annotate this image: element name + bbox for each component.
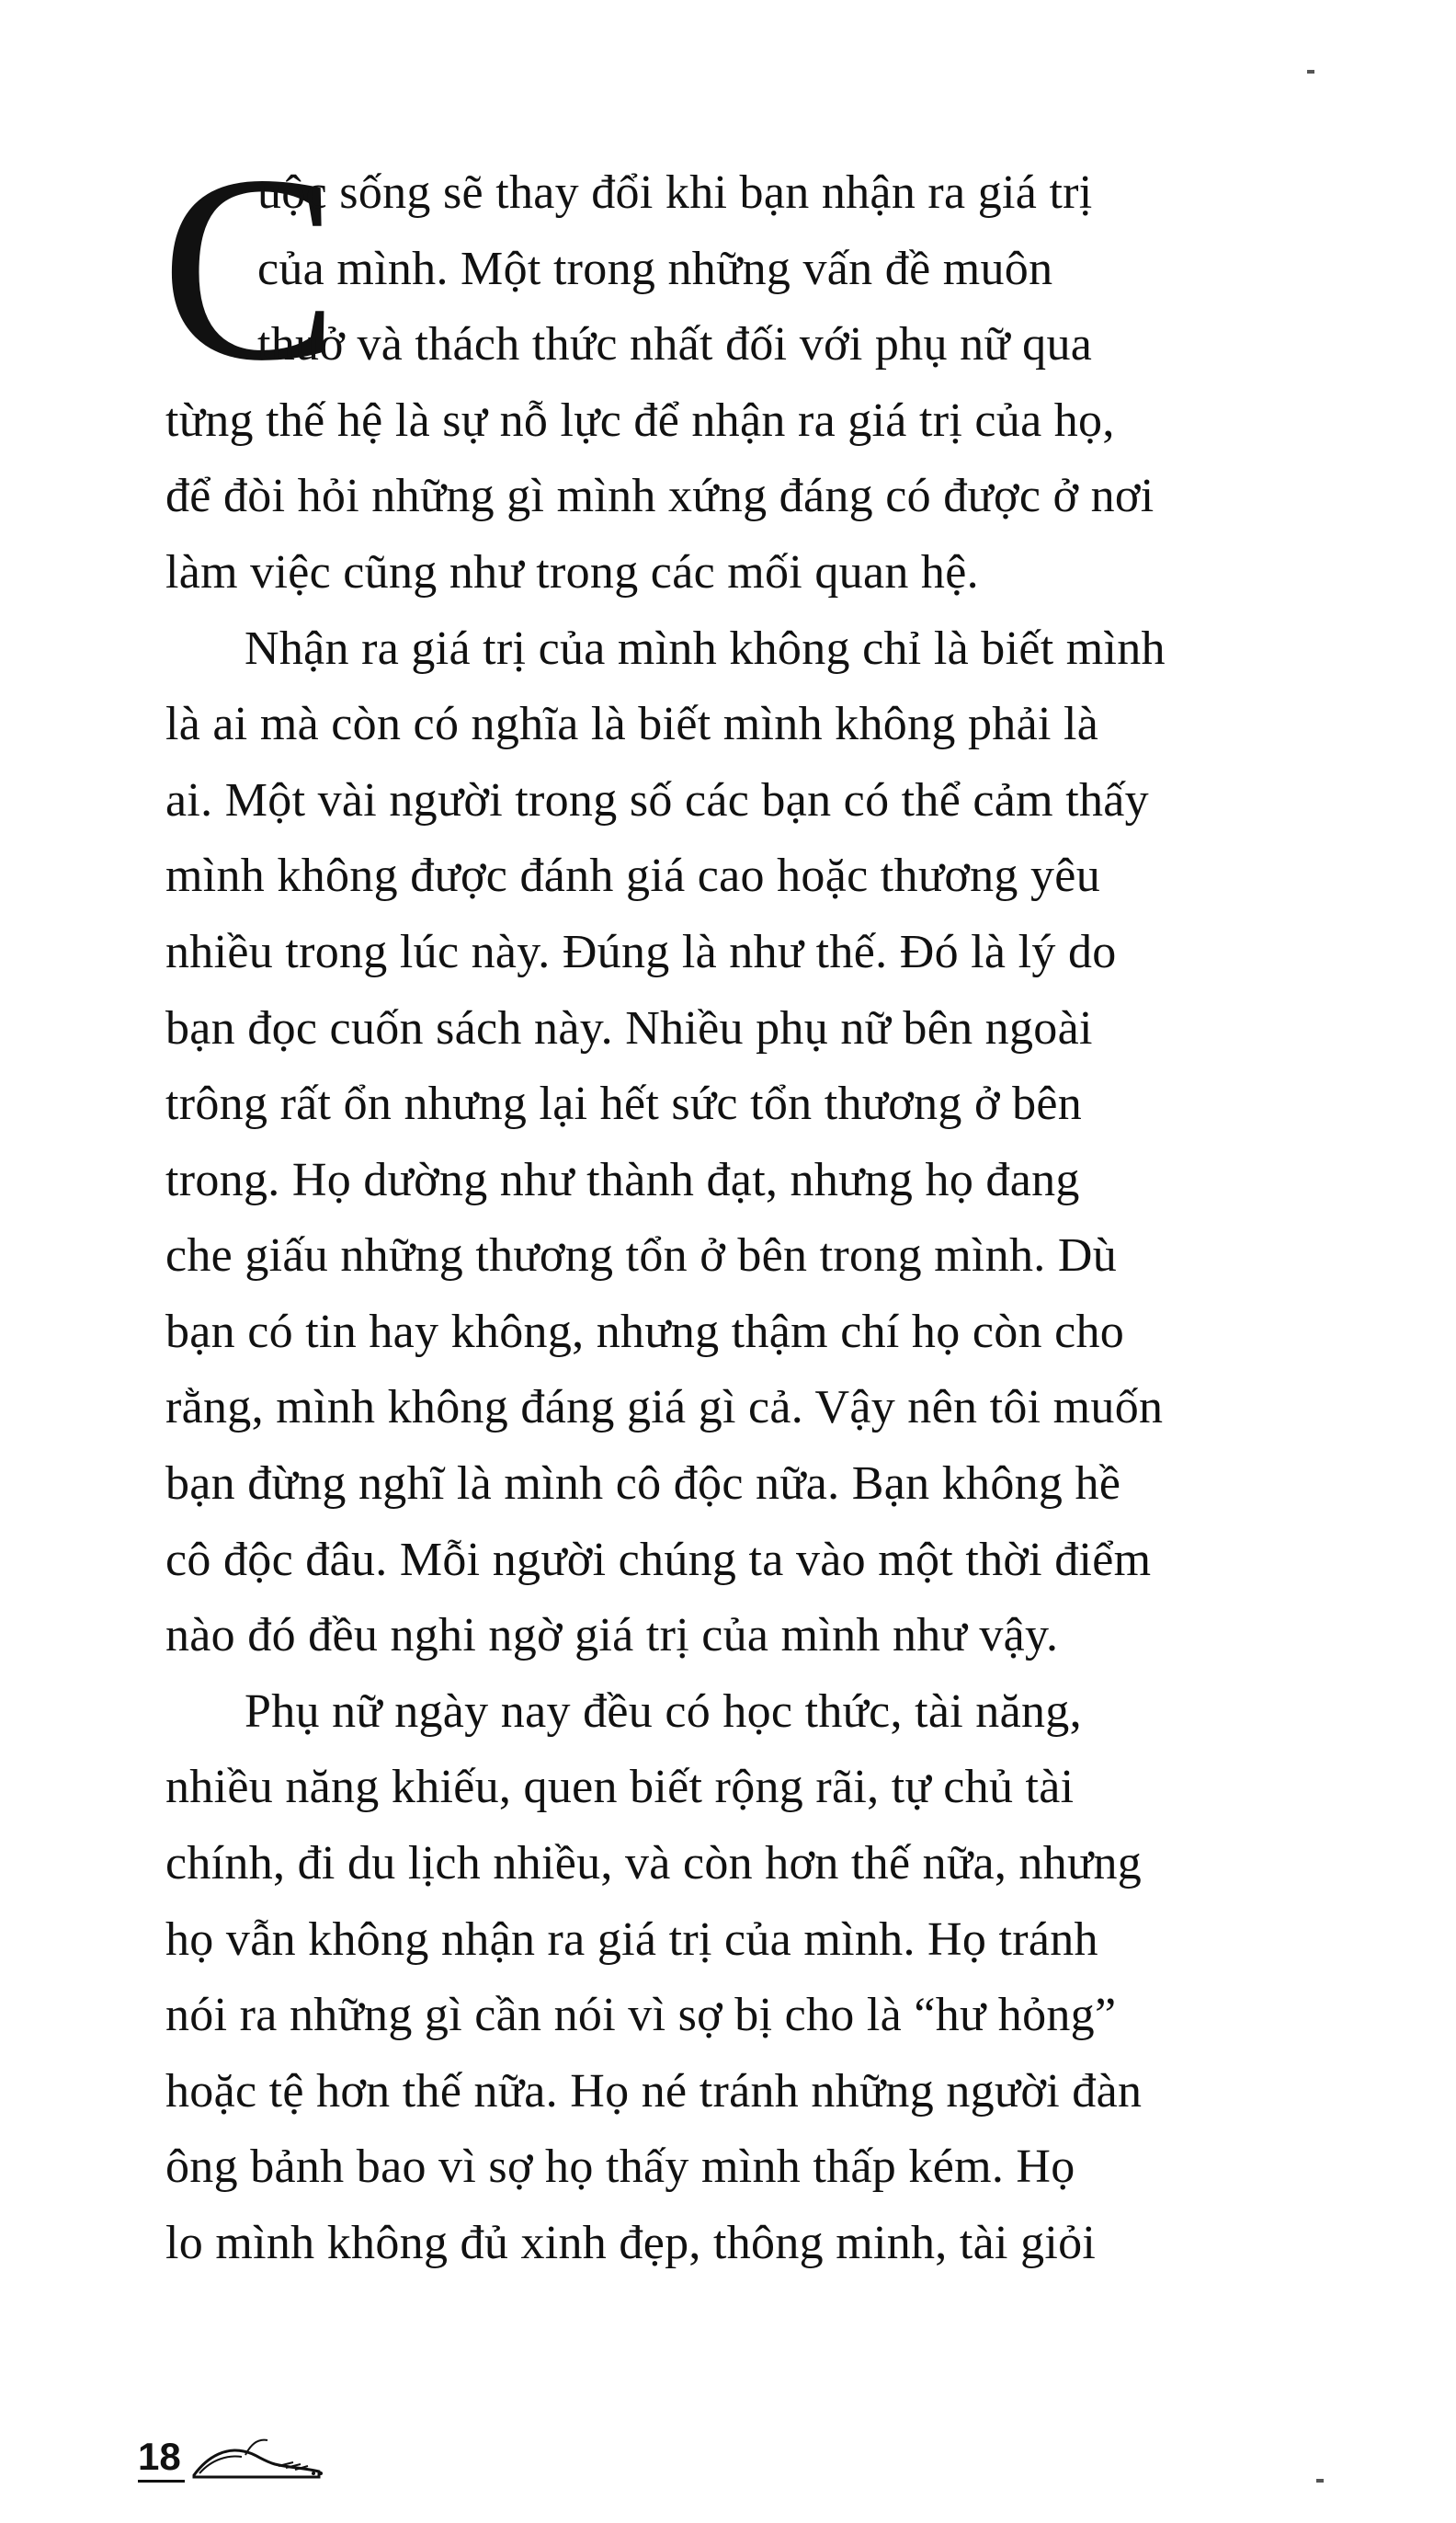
- text-line: mình không được đánh giá cao hoặc thương yêu: [165, 850, 1100, 903]
- text-line: nói ra những gì cần nói vì sợ bị cho là “hư hỏng”: [165, 1989, 1117, 2042]
- text-line: thuở và thách thức nhất đối với phụ nữ qua: [257, 318, 1093, 371]
- text-line: nào đó đều nghi ngờ giá trị của mình như vậy.: [165, 1609, 1059, 1662]
- text-line: hoặc tệ hơn thế nữa. Họ né tránh những người đàn: [165, 2064, 1143, 2118]
- text-line: của mình. Một trong những vấn đề muôn: [257, 242, 1053, 295]
- text-line: lo mình không đủ xinh đẹp, thông minh, tài giỏi: [165, 2217, 1097, 2269]
- scan-mark: [1307, 70, 1314, 74]
- text-line: bạn đọc cuốn sách này. Nhiều phụ nữ bên ngoài: [165, 1001, 1093, 1055]
- shoe-ornament-icon: [190, 2427, 328, 2483]
- text-line: làm việc cũng như trong các mối quan hệ.: [165, 545, 979, 599]
- text-line: ai. Một vài người trong số các bạn có thể cảm thấy: [165, 773, 1149, 827]
- text-line: trông rất ổn nhưng lại hết sức tổn thương ở bên: [165, 1078, 1083, 1131]
- text-line: chính, đi du lịch nhiều, và còn hơn thế nữa, nhưng: [165, 1837, 1143, 1890]
- drop-cap: C: [161, 120, 339, 416]
- text-line: nhiều trong lúc này. Đúng là như thế. Đó là lý do: [165, 925, 1117, 978]
- text-line: từng thế hệ là sự nỗ lực để nhận ra giá trị của họ,: [165, 394, 1115, 447]
- text-line: ông bảnh bao vì sợ họ thấy mình thấp kém. Họ: [165, 2141, 1075, 2194]
- text-line: cô độc đâu. Mỗi người chúng ta vào một thời điểm: [165, 1533, 1152, 1586]
- text-line: uộc sống sẽ thay đổi khi bạn nhận ra giá trị: [257, 166, 1093, 219]
- scan-mark: [1316, 2479, 1324, 2483]
- page-number: 18: [138, 2434, 185, 2483]
- page-footer: [138, 2418, 328, 2483]
- text-line: che giấu những thương tổn ở bên trong mình. Dù: [165, 1229, 1118, 1283]
- text-line: rằng, mình không đáng giá gì cả. Vậy nên tôi muốn: [165, 1381, 1164, 1434]
- text-line: để đòi hỏi những gì mình xứng đáng có được ở nơi: [165, 470, 1155, 523]
- text-line: bạn đừng nghĩ là mình cô độc nữa. Bạn không hề: [165, 1457, 1121, 1511]
- text-line: là ai mà còn có nghĩa là biết mình không phải là: [165, 698, 1099, 751]
- text-line: Nhận ra giá trị của mình không chỉ là biết mình: [245, 622, 1166, 675]
- text-line: bạn có tin hay không, nhưng thậm chí họ còn cho: [165, 1305, 1125, 1358]
- text-line: nhiều năng khiếu, quen biết rộng rãi, tự chủ tài: [165, 1761, 1075, 1814]
- text-line: họ vẫn không nhận ra giá trị của mình. Họ tránh: [165, 1912, 1098, 1966]
- text-line: Phụ nữ ngày nay đều có học thức, tài năng,: [245, 1684, 1082, 1738]
- text-line: trong. Họ dường như thành đạt, nhưng họ đang: [165, 1153, 1080, 1206]
